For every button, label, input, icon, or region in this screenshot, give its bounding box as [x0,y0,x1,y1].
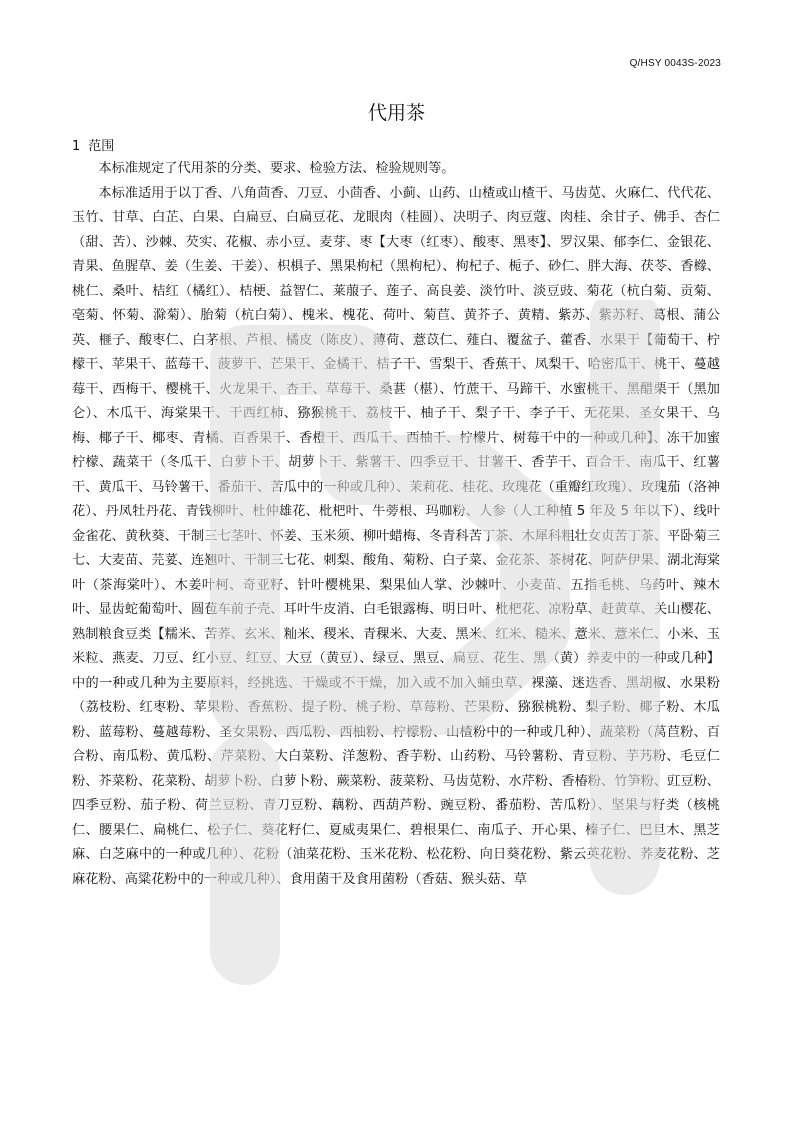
document-code: Q/HSY 0043S-2023 [629,58,721,69]
paragraph-scope-applicability: 本标准适用于以丁香、八角茴香、刀豆、小茴香、小蓟、山药、山楂或山楂干、马齿苋、火麻仁、代代花、玉竹、甘草、白芷、白果、白扁豆、白扁豆花、龙眼肉（桂圆）、决明子、肉豆蔻、肉桂、余甘子、佛手、杏仁（甜、苦）、沙棘、芡实、花椒、赤小豆、麦芽、枣【大枣（红枣）、酸枣、黑枣】、罗汉果、郁李仁、金银花、青果、鱼腥草、姜（生姜、干姜）、枳椇子、黑果枸杞（黑枸杞）、枸杞子、栀子、砂仁、胖大海、茯苓、香橼、桃仁、桑叶、桔红（橘红）、桔梗、益智仁、莱菔子、莲子、高良姜、淡竹叶、淡豆豉、菊花（杭白菊、贡菊、亳菊、怀菊、滁菊）、胎菊（杭白菊）、槐米、槐花、荷叶、菊苣、黄芥子、黄精、紫苏、紫苏籽、葛根、蒲公英、榧子、酸枣仁、白茅根、芦根、橘皮（陈皮）、薄荷、薏苡仁、薤白、覆盆子、藿香、水果干【葡萄干、柠檬干、苹果干、蓝莓干、菠萝干、芒果干、金橘干、桔子干、雪梨干、香蕉干、凤梨干、哈密瓜干、桃干、蔓越莓干、西梅干、樱桃干、火龙果干、杏干、草莓干、桑葚（椹）、竹蔗干、马蹄干、水蜜桃干、黑醋栗干（黑加仑）、木瓜干、海棠果干、干西红柿、猕猴桃干、荔枝干、柚子干、梨子干、李子干、无花果、圣女果干、乌梅、椰子干、椰枣、青橘、百香果干、香橙干、西瓜干、西柚干、柠檬片、树莓干中的一种或几种】、冻干加蜜柠檬、蔬菜干（冬瓜干、白萝卜干、胡萝卜干、紫薯干、四季豆干、甘薯干、香芋干、百合干、南瓜干、红薯干、黄瓜干、马铃薯干、番茄干、苦瓜中的一种或几种）、茉莉花、桂花、玫瑰花（重瓣红玫瑰）、玫瑰茄（洛神花）、丹凤牡丹花、青钱柳叶、杜仲雄花、枇杷叶、牛蒡根、玛咖粉、人参（人工种植 5 年及 5 年以下）、线叶金雀花、黄秋葵、干制三七茎叶、怀姜、玉米须、柳叶蜡梅、冬青科苦丁茶、木犀科粗壮女贞苦丁茶、平卧菊三七、大麦苗、芫荽、连翘叶、干制三七花、刺梨、酸角、菊粉、白子菜、金花茶、茶树花、阿萨伊果、湖北海棠叶（茶海棠叶）、木姜叶柯、奇亚籽、针叶樱桃果、梨果仙人掌、沙棘叶、小麦苗、五指毛桃、乌药叶、辣木叶、显齿蛇葡萄叶、圆苞车前子壳、耳叶牛皮消、白毛银露梅、明日叶、枇杷花、凉粉草、赶黄草、关山樱花、熟制粮食豆类【糯米、苦荞、玄米、籼米、稷米、青稞米、大麦、黑米、红米、糙米、薏米、薏米仁、小米、玉米粒、燕麦、刀豆、红小豆、红豆、大豆（黄豆）、绿豆、黑豆、扁豆、花生、黑（黄）养麦中的一种或几种】中的一种或几种为主要原料，经挑选、干燥或不干燥，加入或不加入蛹虫草、裸藻、迷迭香、黑胡椒、水果粉（荔枝粉、红枣粉、苹果粉、香蕉粉、提子粉、桃子粉、草莓粉、芒果粉、猕猴桃粉、梨子粉、椰子粉、木瓜粉、蓝莓粉、蔓越莓粉、圣女果粉、西瓜粉、西柚粉、柠檬粉、山楂粉中的一种或几种）、蔬菜粉（莴苣粉、百合粉、南瓜粉、黄瓜粉、芹菜粉、大白菜粉、洋葱粉、香芋粉、山药粉、马铃薯粉、青豆粉、芋艿粉、毛豆仁粉、芥菜粉、花菜粉、胡萝卜粉、白萝卜粉、蕨菜粉、菠菜粉、马齿苋粉、水芹粉、香椿粉、竹笋粉、豇豆粉、四季豆粉、茄子粉、荷兰豆粉、青刀豆粉、藕粉、西葫芦粉、豌豆粉、番茄粉、苦瓜粉）、坚果与籽类（核桃仁、腰果仁、扁桃仁、松子仁、葵花籽仁、夏威夷果仁、碧根果仁、南瓜子、开心果、榛子仁、巴旦木、黑芝麻、白芝麻中的一种或几种）、花粉（油菜花粉、玉米花粉、松花粉、向日葵花粉、紫云英花粉、荞麦花粉、芝麻花粉、高粱花粉中的一种或几种）、食用菌干及食用菌粉（香菇、猴头菇、草 [72,185,720,887]
section-title: 范围 [88,139,115,154]
section-number: 1 [72,139,81,154]
paragraph-scope-intro: 本标准规定了代用茶的分类、要求、检验方法、检验规则等。 [98,161,455,176]
section-heading [72,135,114,154]
document-title: 代用茶 [367,102,425,124]
body-text [72,157,720,892]
